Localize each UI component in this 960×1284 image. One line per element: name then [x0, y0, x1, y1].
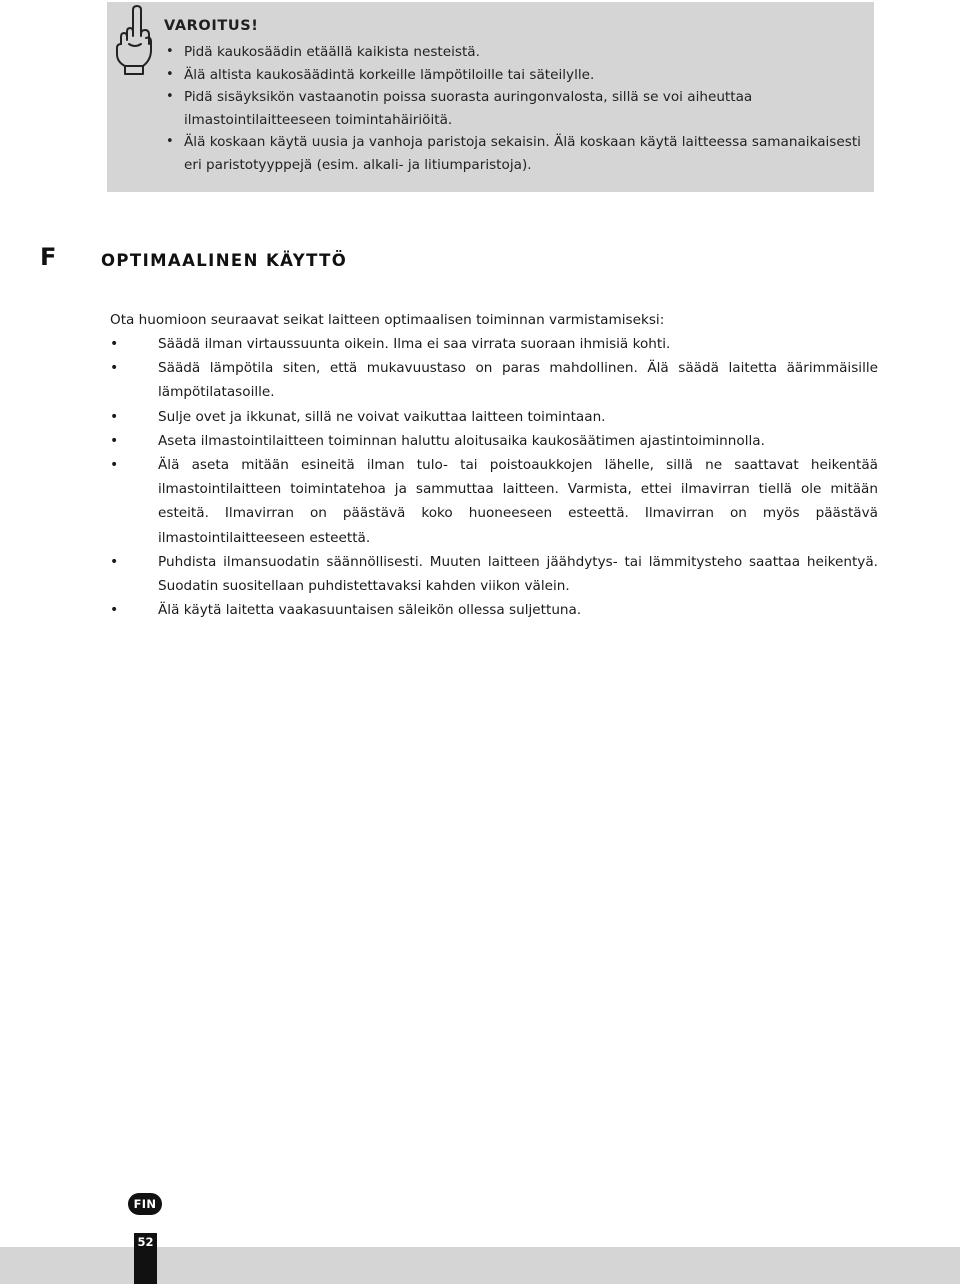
warning-item: • Älä altista kaukosäädintä korkeille lämpötiloille tai säteilylle.: [164, 64, 864, 87]
tip-item: • Puhdista ilmansuodatin säännöllisesti. Muuten laitteen jäähdytys- tai lämmitysteho saattaa heikentyä. Suodatin suositellaan puhdistettavaksi kahden viikon välein.: [110, 550, 878, 598]
page-number: 52: [137, 1235, 154, 1249]
tip-item: • Säädä ilman virtaussuunta oikein. Ilma ei saa virrata suoraan ihmisiä kohti.: [110, 332, 878, 356]
warning-item: • Pidä sisäyksikön vastaanotin poissa suorasta auringonvalosta, sillä se voi aiheuttaa ilmastointilaitteeseen toimintahäiriöitä.: [164, 86, 864, 131]
pointing-hand-icon: [113, 4, 157, 76]
tip-item: • Älä käytä laitetta vaakasuuntaisen säleikön ollessa suljettuna.: [110, 598, 878, 622]
section-title: OPTIMAALINEN KÄYTTÖ: [101, 251, 348, 270]
tip-item: • Älä aseta mitään esineitä ilman tulo- tai poistoaukkojen lähelle, sillä ne saattavat heikentää ilmastointilaitteen toimintatehoa ja sammuttaa laitteen. Varmista, ettei ilmavirran tiellä ole mitään esteitä. Ilmavirran on päästävä koko huoneeseen esteettä. Ilmavirran on myös päästävä ilmastointilaitteeseen esteettä.: [110, 453, 878, 550]
tip-item: • Säädä lämpötila siten, että mukavuustaso on paras mahdollinen. Älä säädä laitetta äärimmäisille lämpötilatasoille.: [110, 356, 878, 404]
warning-box: [107, 2, 874, 192]
section-intro: Ota huomioon seuraavat seikat laitteen optimaalisen toiminnan varmistamiseksi:: [110, 312, 665, 328]
warning-item: • Älä koskaan käytä uusia ja vanhoja paristoja sekaisin. Älä koskaan käytä laitteessa samanaikaisesti eri paristotyyppejä (esim. alkali- ja litiumparistoja).: [164, 131, 864, 176]
section-letter: F: [40, 243, 57, 271]
tip-item: • Aseta ilmastointilaitteen toiminnan haluttu aloitusaika kaukosäätimen ajastintoiminnolla.: [110, 429, 878, 453]
warning-list: [164, 41, 864, 177]
page-number-box: [134, 1233, 157, 1284]
warning-item: • Pidä kaukosäädin etäällä kaikista nesteistä.: [164, 41, 864, 64]
language-badge: FIN: [128, 1193, 162, 1215]
tips-list: [110, 332, 878, 622]
warning-title: VAROITUS!: [164, 18, 259, 34]
tip-item: • Sulje ovet ja ikkunat, sillä ne voivat vaikuttaa laitteen toimintaan.: [110, 405, 878, 429]
